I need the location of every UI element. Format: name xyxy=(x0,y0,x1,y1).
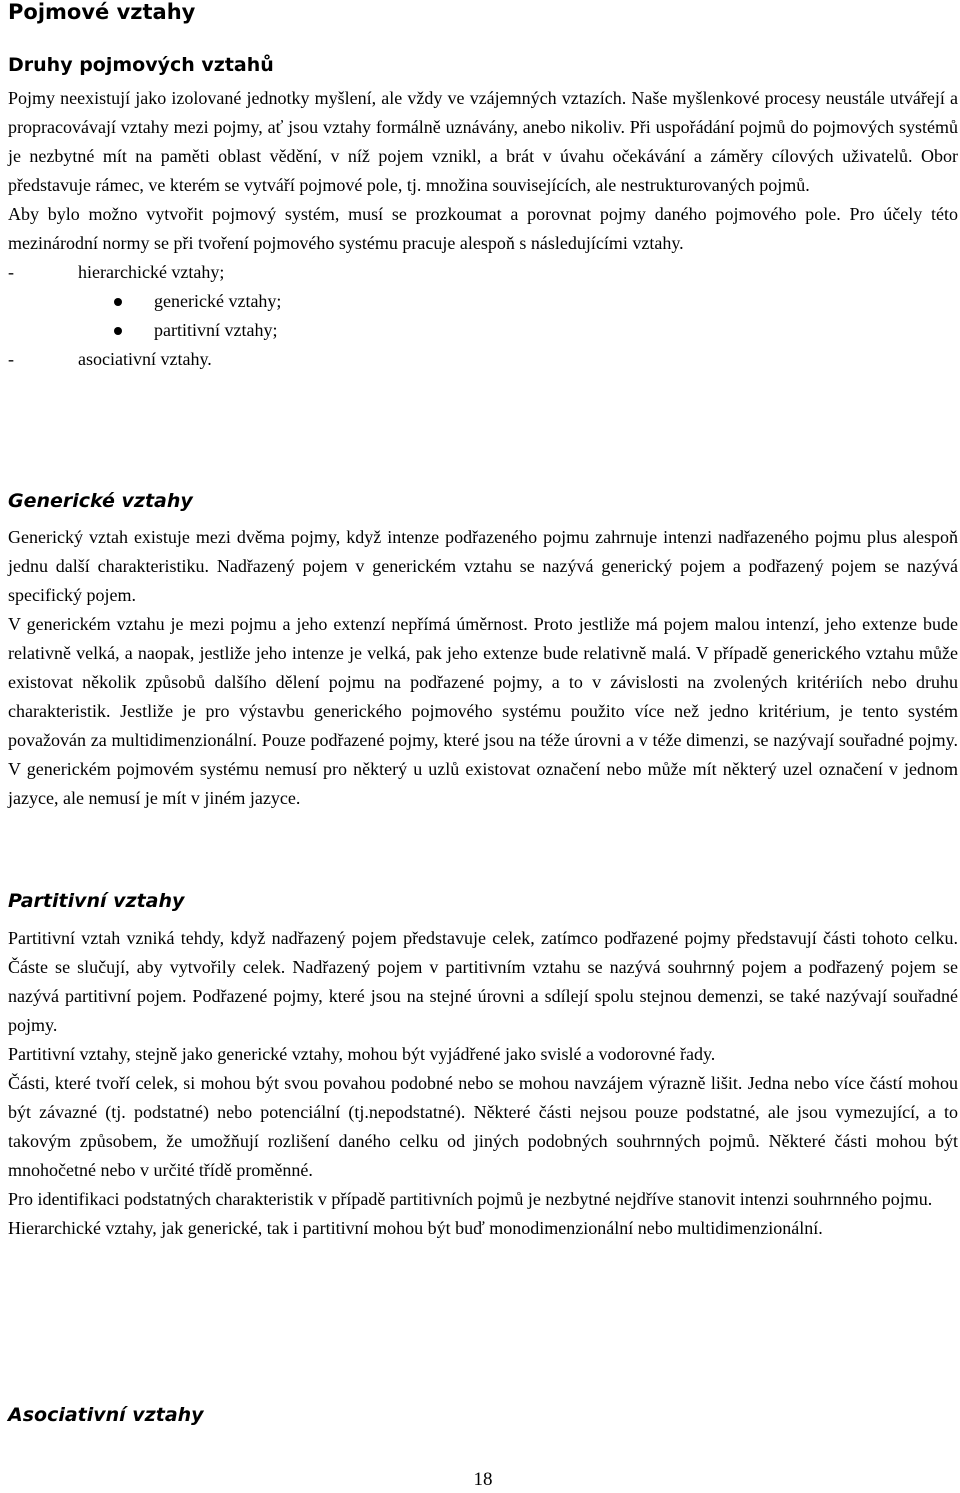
bullet-icon xyxy=(114,298,122,306)
section-partitive-relations xyxy=(8,888,958,1243)
section-heading: Druhy pojmových vztahů xyxy=(8,54,274,76)
section-heading: Generické vztahy xyxy=(8,490,193,512)
list-item: - hierarchické vztahy; xyxy=(8,262,225,282)
page-number: 18 xyxy=(473,1469,493,1490)
list-item: - asociativní vztahy. xyxy=(8,349,212,369)
paragraph: Části, které tvoří celek, si mohou být svou povahou podobné nebo se mohou navzájem výrazně lišit. Jedna nebo více částí mohou být závazné (tj. podstatné) nebo potenciální (tj.nepodstatné). Některé části nejsou pouze podstatné, ale jsou vymezující, a to takovým způsobem, že umožňují rozlišení daného celku od jiných podobných souhrnných pojmů. Některé části mohou být mnohočetné nebo v určité třídě proměnné. xyxy=(8,1073,958,1180)
paragraph: Generický vztah existuje mezi dvěma pojmy, když intenze podřazeného pojmu zahrnuje intenzi nadřazeného pojmu plus alespoň jednu další charakteristiku. Nadřazený pojem v generickém vztahu se nazývá generický pojem a podřazený pojem se nazývá specifický pojem. xyxy=(8,527,958,605)
paragraph: Pojmy neexistují jako izolované jednotky myšlení, ale vždy ve vzájemných vztazích. Naše myšlenkové procesy neustále utvářejí a propracovávají vztahy mezi pojmy, ať jsou vztahy formálně uznávány, anebo nikoliv. Při uspořádání pojmů do pojmových systémů je nezbytné mít na paměti oblast vědění, v níž pojem vznikl, a brát v úvahu očekávání a záměry cílových uživatelů. Obor představuje rámec, ve kterém se vytváří pojmové pole, tj. množina souvisejících, ale nestrukturovaných pojmů. xyxy=(8,88,958,195)
paragraph: Hierarchické vztahy, jak generické, tak i partitivní mohou být buď monodimenzionální nebo multidimenzionální. xyxy=(8,1218,823,1238)
section-associative-relations xyxy=(8,1402,958,1428)
list-item: partitivní vztahy; xyxy=(8,316,958,345)
paragraph: Partitivní vztahy, stejně jako generické vztahy, mohou být vyjádřené jako svislé a vodorovné řady. xyxy=(8,1044,716,1064)
section-generic-relations xyxy=(8,488,958,813)
section-types-of-relations xyxy=(8,52,958,374)
paragraph: Aby bylo možno vytvořit pojmový systém, musí se prozkoumat a porovnat pojmy daného pojmového pole. Pro účely této mezinárodní normy se při tvoření pojmového systému pracuje alespoň s následujícími vztahy. xyxy=(8,204,958,253)
paragraph: Pro identifikaci podstatných charakteristik v případě partitivních pojmů je nezbytné nejdříve stanovit intenzi souhrnného pojmu. xyxy=(8,1189,933,1209)
section-heading: Partitivní vztahy xyxy=(8,890,185,912)
list-item: generické vztahy; xyxy=(8,287,958,316)
section-heading: Asociativní vztahy xyxy=(8,1404,204,1426)
bullet-icon xyxy=(114,327,122,335)
paragraph: V generickém vztahu je mezi pojmu a jeho extenzí nepřímá úměrnost. Proto jestliže má pojem malou intenzí, jeho extenze bude relativně velká, a naopak, jestliže jeho intenze je velká, pak jeho extenze bude relativně malá. V případě generického vztahu může existovat několik způsobů dalšího dělení pojmu na podřazené pojmy, a to v závislosti na zvolených kritériích nebo druhu charakteristik. Jestliže je pro výstavbu generického pojmového systému použito více než jedno kritérium, je tento systém považován za multidimenzionální. Pouze podřazené pojmy, které jsou na téže úrovni a v téže dimenzi, se nazývají souřadné pojmy. V generickém pojmovém systému nemusí pro některý u uzlů existovat označení nebo může mít některý uzel označení v jednom jazyce, ale nemusí je mít v jiném jazyce. xyxy=(8,614,958,808)
paragraph: Partitivní vztah vzniká tehdy, když nadřazený pojem představuje celek, zatímco podřazené pojmy představují části tohoto celku. Částe se slučují, aby vytvořily celek. Nadřazený pojem v partitivním vztahu se nazývá souhrnný pojem a podřazený pojem se nazývá partitivní pojem. Podřazené pojmy, které jsou na stejné úrovni a sdílejí spolu stejnou demenzi, se také nazývají souřadné pojmy. xyxy=(8,928,958,1035)
relation-list xyxy=(8,258,958,374)
page-title: Pojmové vztahy xyxy=(8,0,196,24)
